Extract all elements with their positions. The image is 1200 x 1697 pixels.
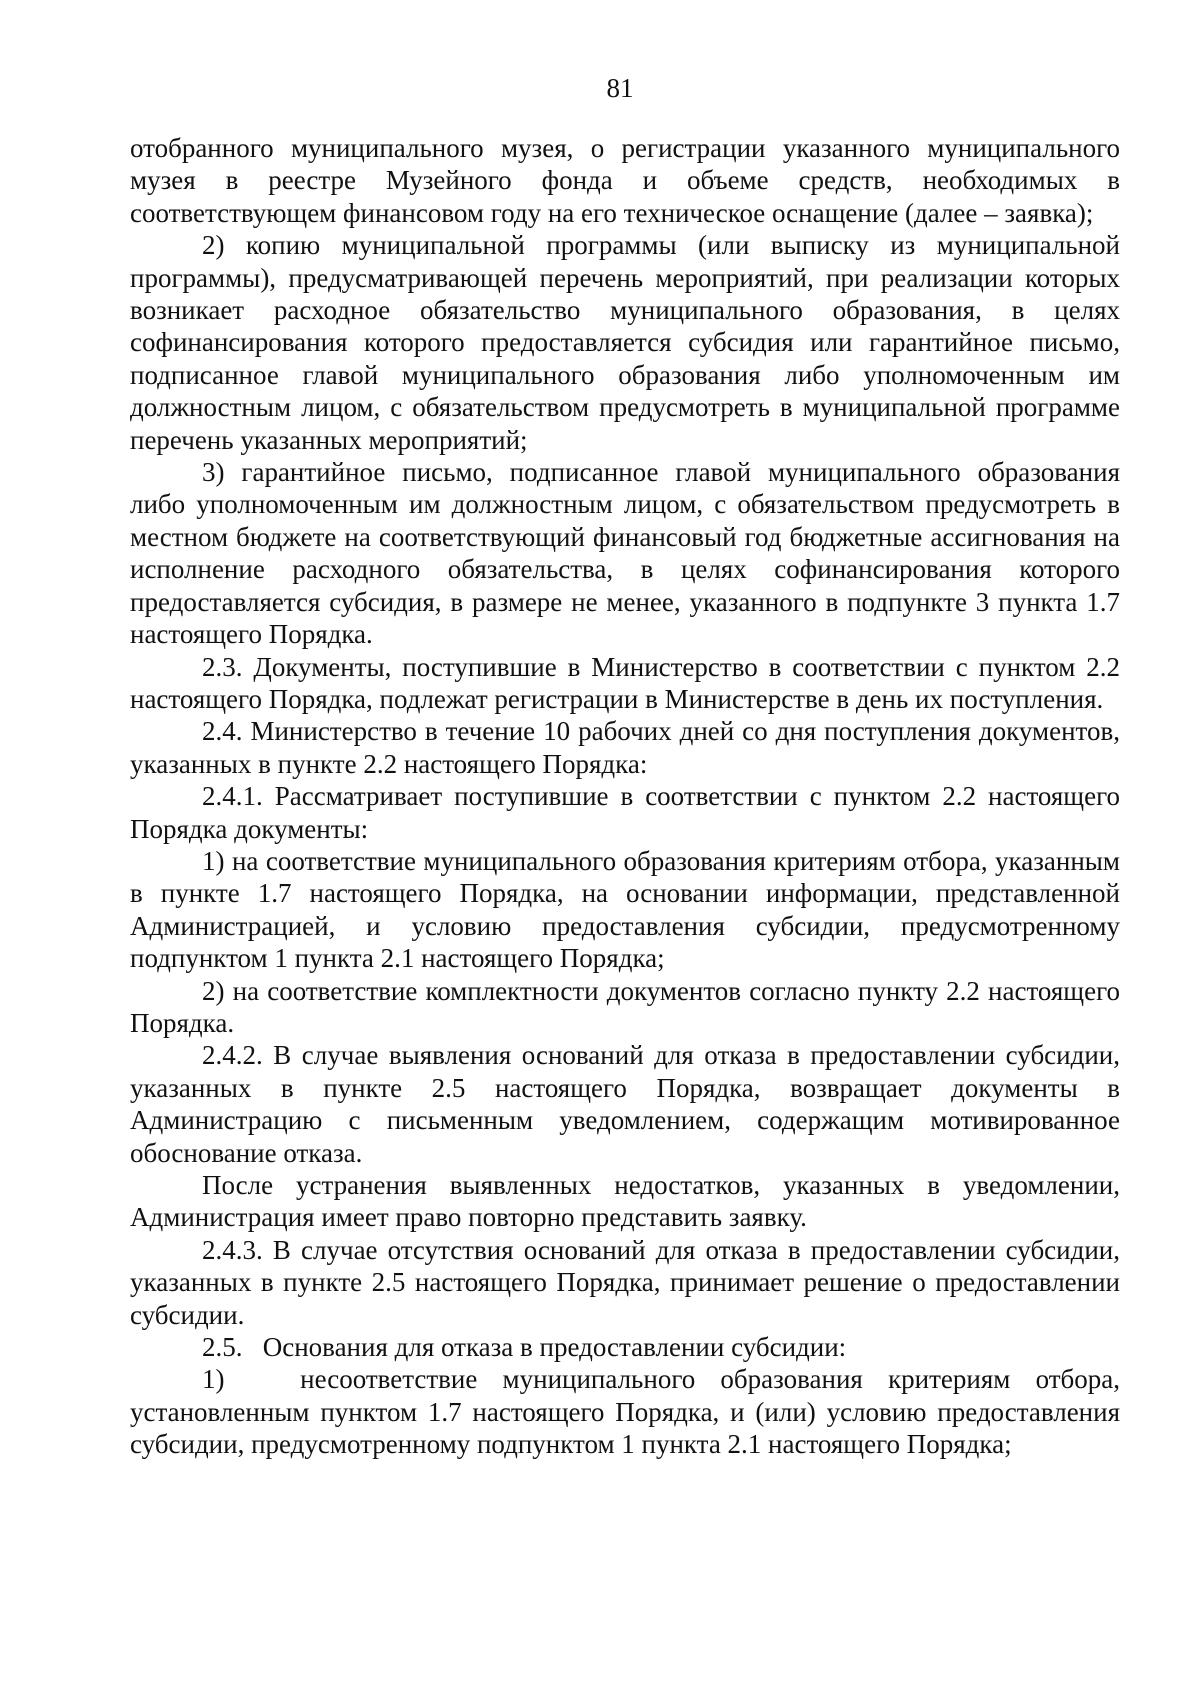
paragraph-2-4: 2.4. Министерство в течение 10 рабочих дней со дня поступления документов, указанных в пункте 2.2 настоящего Порядка:: [130, 716, 1120, 779]
document-body: [130, 132, 1127, 1461]
paragraph-2-4-3: 2.4.3. В случае отсутствия оснований для отказа в предоставлении субсидии, указанных в пункте 2.5 настоящего Порядка, принимает решение о предоставлении субсидии.: [130, 1234, 1120, 1330]
paragraph-2-3: 2.3. Документы, поступившие в Министерство в соответствии с пунктом 2.2 настоящего Порядка, подлежат регистрации в Министерстве в день их поступления.: [130, 651, 1120, 714]
paragraph-item-2: 2) копию муниципальной программы (или выписку из муниципальной программы), предусматривающей перечень мероприятий, при реализации которых возникает расходное обязательство муниципального образования, в целях софинансирования которого предоставляется субсидия или гарантийное письмо, подписанное главой муниципального образования либо уполномоченным им должностным лицом, с обязательством предусмотреть в муниципальной программе перечень указанных мероприятий;: [130, 230, 1120, 455]
paragraph-2-4-2: 2.4.2. В случае выявления оснований для отказа в предоставлении субсидии, указанных в пункте 2.5 настоящего Порядка, возвращает документы в Администрацию с письменным уведомлением, содержащим мотивированное обоснование отказа.: [130, 1040, 1120, 1168]
page-number: 81: [606, 73, 634, 103]
paragraph-2-4-1: 2.4.1. Рассматривает поступившие в соответствии с пунктом 2.2 настоящего Порядка документы:: [130, 781, 1120, 844]
paragraph-2-4-1-item-2: 2) на соответствие комплектности документов согласно пункту 2.2 настоящего Порядка.: [130, 975, 1120, 1038]
paragraph-2-4-1-item-1: 1) на соответствие муниципального образования критериям отбора, указанным в пункте 1.7 настоящего Порядка, на основании информации, представленной Администрацией, и условию предоставления субсидии, предусмотренному подпунктом 1 пункта 2.1 настоящего Порядка;: [130, 845, 1120, 974]
paragraph-2-5: 2.5. Основания для отказа в предоставлении субсидии:: [202, 1332, 847, 1363]
paragraph-continuation: отобранного муниципального музея, о регистрации указанного муниципального музея в реестре Музейного фонда и объеме средств, необходимых в соответствующем финансовом году на его техническое оснащение (далее – заявка);: [130, 133, 1120, 228]
paragraph-2-5-item-1: 1) несоответствие муниципального образования критериям отбора, установленным пунктом 1.7 настоящего Порядка, и (или) условию предоставления субсидии, предусмотренному подпунктом 1 пункта 2.1 настоящего Порядка;: [130, 1364, 1127, 1460]
paragraph-item-3: 3) гарантийное письмо, подписанное главой муниципального образования либо уполномоченным им должностным лицом, с обязательством предусмотреть в местном бюджете на соответствующий финансовый год бюджетные ассигнования на исполнение расходного обязательства, в целях софинансирования которого предоставляется субсидия, в размере не менее, указанного в подпункте 3 пункта 1.7 настоящего Порядка.: [130, 457, 1120, 650]
paragraph-resubmission: После устранения выявленных недостатков, указанных в уведомлении, Администрация имеет право повторно представить заявку.: [130, 1170, 1120, 1233]
